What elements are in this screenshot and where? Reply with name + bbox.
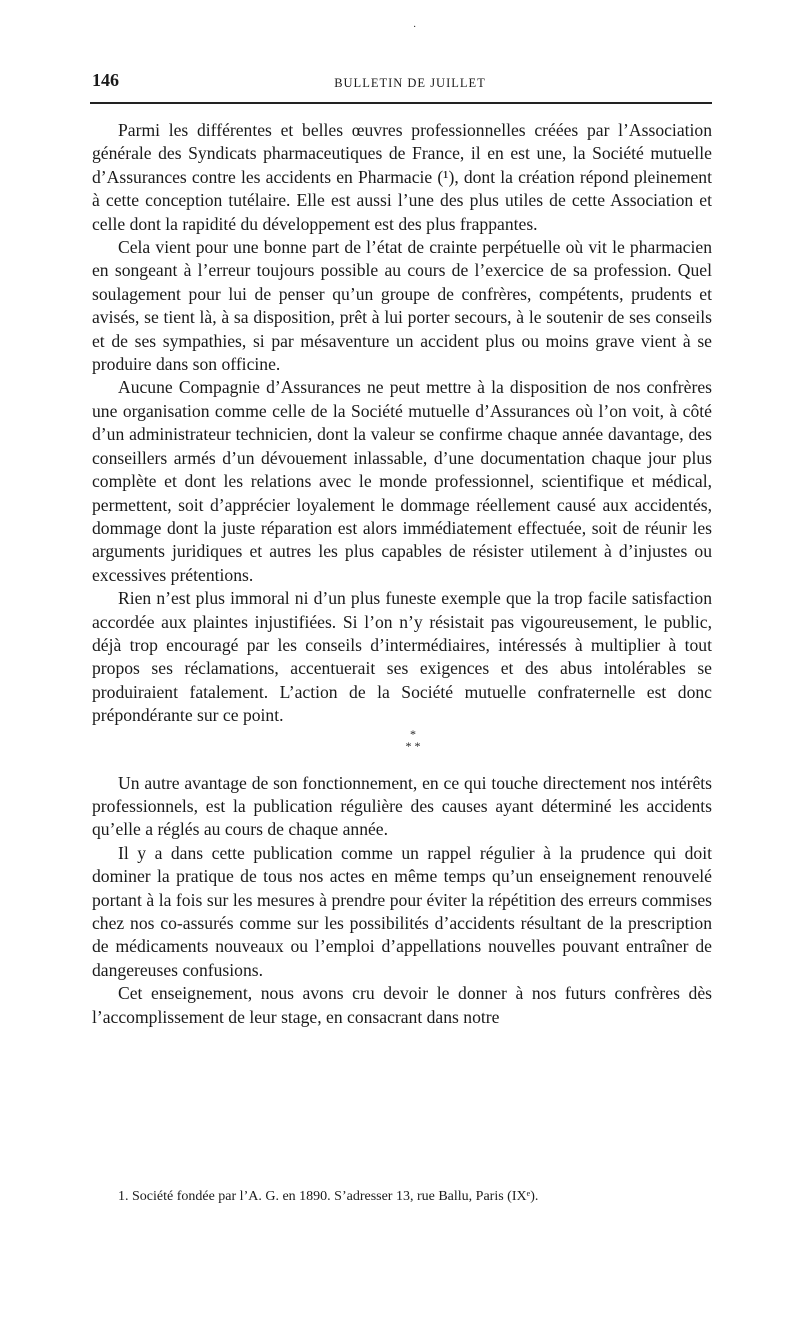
page-number: 146 bbox=[92, 70, 119, 90]
paragraph-1: Parmi les différentes et belles œuvres professionnelles créées par l’Association générale des Syndicats pharmaceutiques de France, il en est une, la Société mutuelle d’Assurances contre les accidents en Pharmacie (¹), dont la création répond pleinement à cette conception tutélaire. Elle est aussi l’une des plus utiles de cette Association et celle dont la rapidité du développement est des plus frappantes. bbox=[92, 120, 712, 234]
running-head: BULLETIN DE JUILLET bbox=[334, 76, 486, 90]
asterism-bottom: * * bbox=[405, 738, 421, 753]
asterism-top: * bbox=[410, 726, 416, 741]
paragraph-3: Aucune Compagnie d’Assurances ne peut mettre à la disposition de nos confrères une organisation comme celle de la Société mutuelle d’Assurances où l’on voit, à côté d’un administrateur technicien, dont la valeur se confirme chaque année davantage, des conseillers armés d’un dévouement inlassable, d’une documentation chaque jour plus complète et dont les relations avec le monde professionnel, scientifique et médical, permettent, soit d’apprécier loyalement le dommage réellement causé aux accidentés, dommage dont la juste réparation est alors immédiatement effectuée, soit de réunir les arguments juridiques et autres les plus capables de résister utilement à d’injustes ou excessives prétentions. bbox=[92, 377, 712, 585]
print-mark: · bbox=[413, 22, 417, 33]
paragraph-6: Il y a dans cette publication comme un rappel régulier à la prudence qui doit dominer la pratique de tous nos actes en même temps qu’un enseignement renouvelé portant à la fois sur les mesures à prendre pour éviter la répétition des erreurs commises chez nos co-assurés comme sur les possibilités d’accidents résultant de la prescription de médicaments nouveaux ou l’emploi d’appellations nouvelles pouvant entraîner de dangereuses confusions. bbox=[92, 842, 712, 980]
section-asterism bbox=[92, 728, 712, 772]
paragraph-2: Cela vient pour une bonne part de l’état de crainte perpétuelle où vit le pharmacien en songeant à l’erreur toujours possible au cours de l’exercice de sa profession. Quel soulagement pour lui de penser qu’un groupe de confrères, compétents, prudents et avisés, se tient là, à sa disposition, prêt à lui porter secours, à le soutenir de ses conseils et de ses sympathies, si par mésaventure un accident plus ou moins grave vient à se produire dans son officine. bbox=[92, 237, 712, 375]
body-text bbox=[92, 119, 712, 1029]
paragraph-5: Un autre avantage de son fonctionnement, en ce qui touche directement nos intérêts professionnels, est la publication régulière des causes ayant déterminé les accidents qu’elle a réglés au cours de chaque année. bbox=[92, 772, 712, 840]
header-rule bbox=[90, 102, 712, 104]
paragraph-7: Cet enseignement, nous avons cru devoir le donner à nos futurs confrères dès l’accomplissement de leur stage, en consacrant dans notre bbox=[92, 983, 712, 1027]
footnote: 1. Société fondée par l’A. G. en 1890. S’adresser 13, rue Ballu, Paris (IXᵉ). bbox=[118, 1189, 539, 1204]
paragraph-4: Rien n’est plus immoral ni d’un plus funeste exemple que la trop facile satisfaction accordée aux plaintes injustifiées. Si l’on n’y résistait pas vigoureusement, le public, déjà trop encouragé par les conseils d’intermédiaires, intéressés à multiplier à tout propos ses réclamations, accentuerait ses exigences et des abus intolérables se produiraient fatalement. L’action de la Société mutuelle confraternelle est donc prépondérante sur ce point. bbox=[92, 588, 712, 726]
